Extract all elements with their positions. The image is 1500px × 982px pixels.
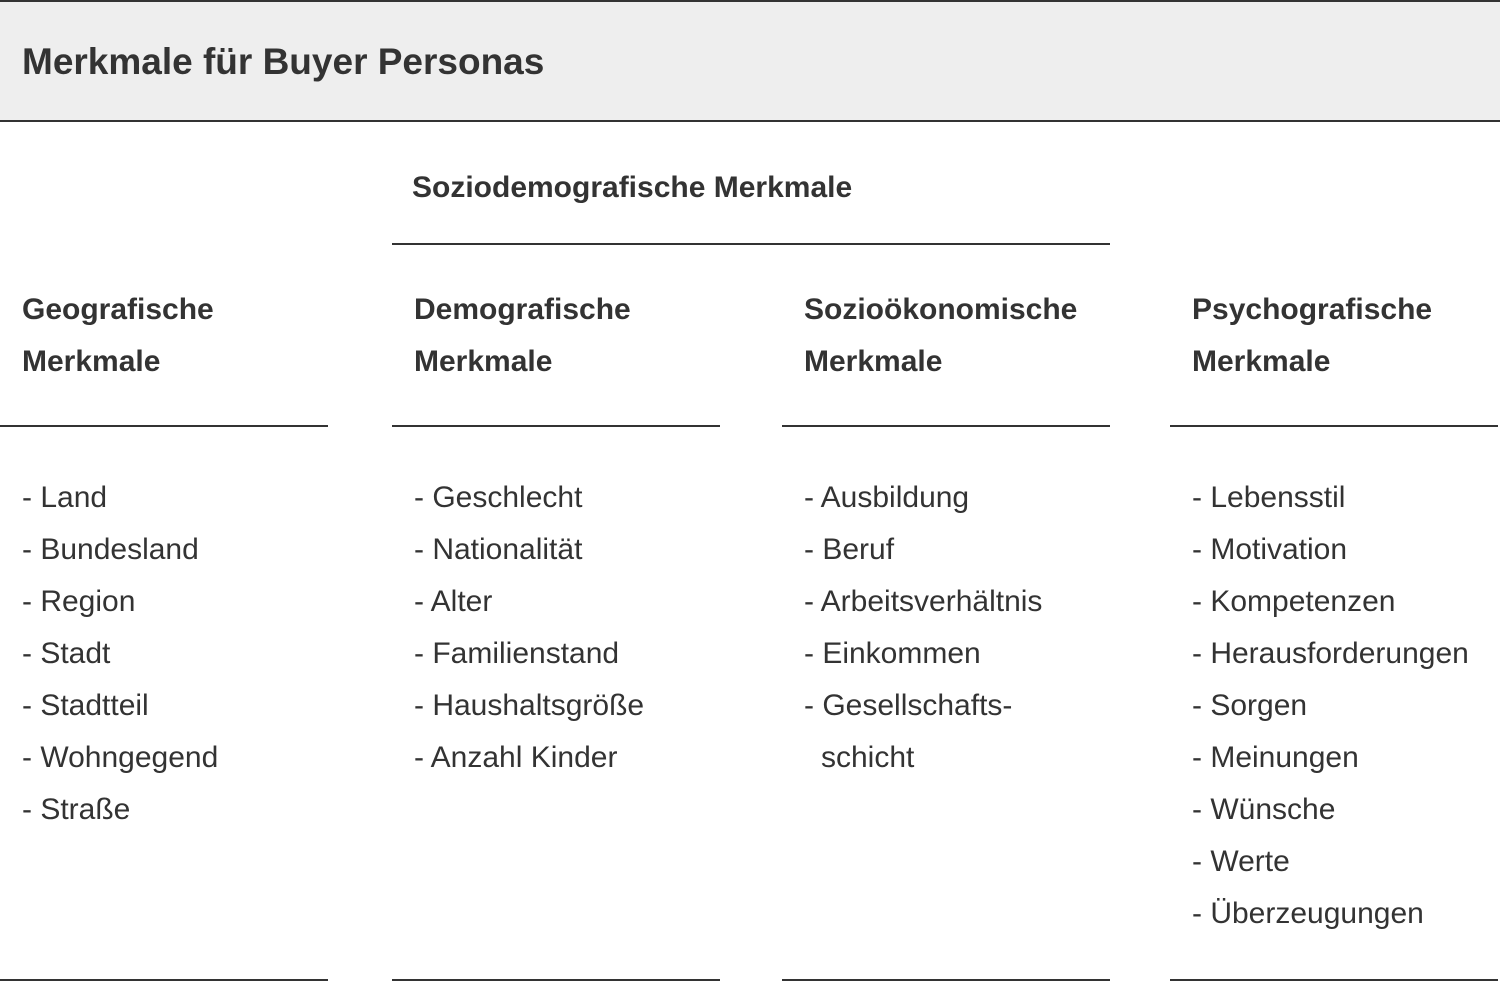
column-bottom-divider (782, 979, 1110, 981)
list-item: - Stadtteil (22, 689, 149, 722)
list-item: - Herausforderungen (1192, 637, 1469, 670)
list-item: - Region (22, 585, 136, 618)
list-item: - Anzahl Kinder (414, 741, 618, 774)
list-item: - Wohngegend (22, 741, 219, 774)
list-item: - Bundesland (22, 533, 199, 566)
column-bottom-divider (0, 979, 328, 981)
column-heading: Geografische Merkmale (22, 293, 214, 378)
column-divider (0, 425, 328, 427)
list-item: - Einkommen (804, 637, 981, 670)
column-divider (782, 425, 1110, 427)
list-item: - Gesellschafts- schicht (804, 689, 1013, 774)
page-title: Merkmale für Buyer Personas (22, 41, 545, 82)
list-item: - Beruf (804, 533, 895, 566)
column-demografisch (392, 0, 720, 982)
column-heading: Demografische Merkmale (414, 293, 631, 378)
column-bottom-divider (392, 979, 720, 981)
column-divider (1170, 425, 1498, 427)
list-item: - Überzeugungen (1192, 897, 1424, 930)
list-item: - Geschlecht (414, 481, 583, 514)
list-item: - Wünsche (1192, 793, 1336, 826)
column-bottom-divider (1170, 979, 1498, 981)
column-heading: Psychografische Merkmale (1192, 293, 1433, 378)
list-item: - Lebensstil (1192, 481, 1346, 514)
list-item: - Alter (414, 585, 493, 618)
list-item: - Familienstand (414, 637, 620, 670)
list-item: - Stadt (22, 637, 111, 670)
list-item: - Kompetenzen (1192, 585, 1396, 618)
list-item: - Arbeitsverhältnis (804, 585, 1043, 618)
list-item: - Straße (22, 793, 131, 826)
column-geografisch (0, 0, 328, 982)
feature-list (414, 472, 644, 784)
feature-list (804, 472, 1042, 784)
feature-list (1192, 472, 1469, 940)
list-item: - Nationalität (414, 533, 583, 566)
list-item: - Meinungen (1192, 741, 1359, 774)
list-item: - Land (22, 481, 108, 514)
list-item: - Sorgen (1192, 689, 1308, 722)
column-soziooekonomisch (782, 0, 1110, 982)
list-item: - Haushaltsgröße (414, 689, 645, 722)
column-psychografisch (1170, 0, 1498, 982)
list-item: - Werte (1192, 845, 1290, 878)
column-divider (392, 425, 720, 427)
list-item: - Motivation (1192, 533, 1348, 566)
group-heading-soziodemografisch: Soziodemografische Merkmale (412, 171, 853, 204)
feature-list (22, 472, 218, 836)
list-item: - Ausbildung (804, 481, 970, 514)
column-heading: Sozioökonomische Merkmale (804, 293, 1078, 378)
